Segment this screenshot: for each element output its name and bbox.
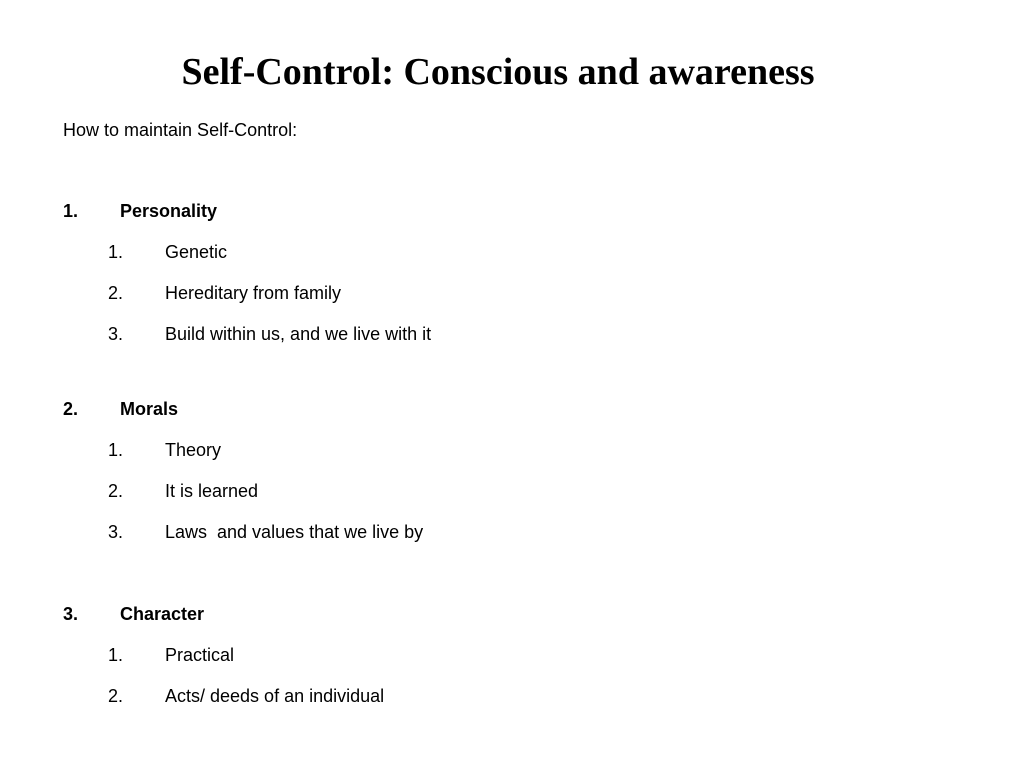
list-item-text: Acts/ deeds of an individual <box>165 686 385 706</box>
list-number: 3. <box>63 604 79 624</box>
list-heading: Character <box>120 604 205 624</box>
list-heading: Morals <box>120 399 179 419</box>
list-number: 1. <box>63 201 79 221</box>
list-number: 2. <box>108 481 124 501</box>
list-item-text: Genetic <box>165 242 228 262</box>
list-number: 3. <box>108 324 124 344</box>
list-number: 2. <box>108 686 124 706</box>
slide-title: Self-Control: Conscious and awareness <box>181 51 815 93</box>
list-item-text: Hereditary from family <box>165 283 342 303</box>
list-item-text: Practical <box>165 645 235 665</box>
list-number: 1. <box>108 440 124 460</box>
list-item-text: Laws and values that we live by <box>165 522 424 542</box>
list-number: 3. <box>108 522 124 542</box>
list-number: 2. <box>108 283 124 303</box>
list-heading: Personality <box>120 201 218 221</box>
list-item-text: Build within us, and we live with it <box>165 324 432 344</box>
intro-text: How to maintain Self-Control: <box>63 120 298 140</box>
list-number: 1. <box>108 645 124 665</box>
list-number: 2. <box>63 399 79 419</box>
list-item-text: It is learned <box>165 481 259 501</box>
list-item-text: Theory <box>165 440 222 460</box>
list-number: 1. <box>108 242 124 262</box>
